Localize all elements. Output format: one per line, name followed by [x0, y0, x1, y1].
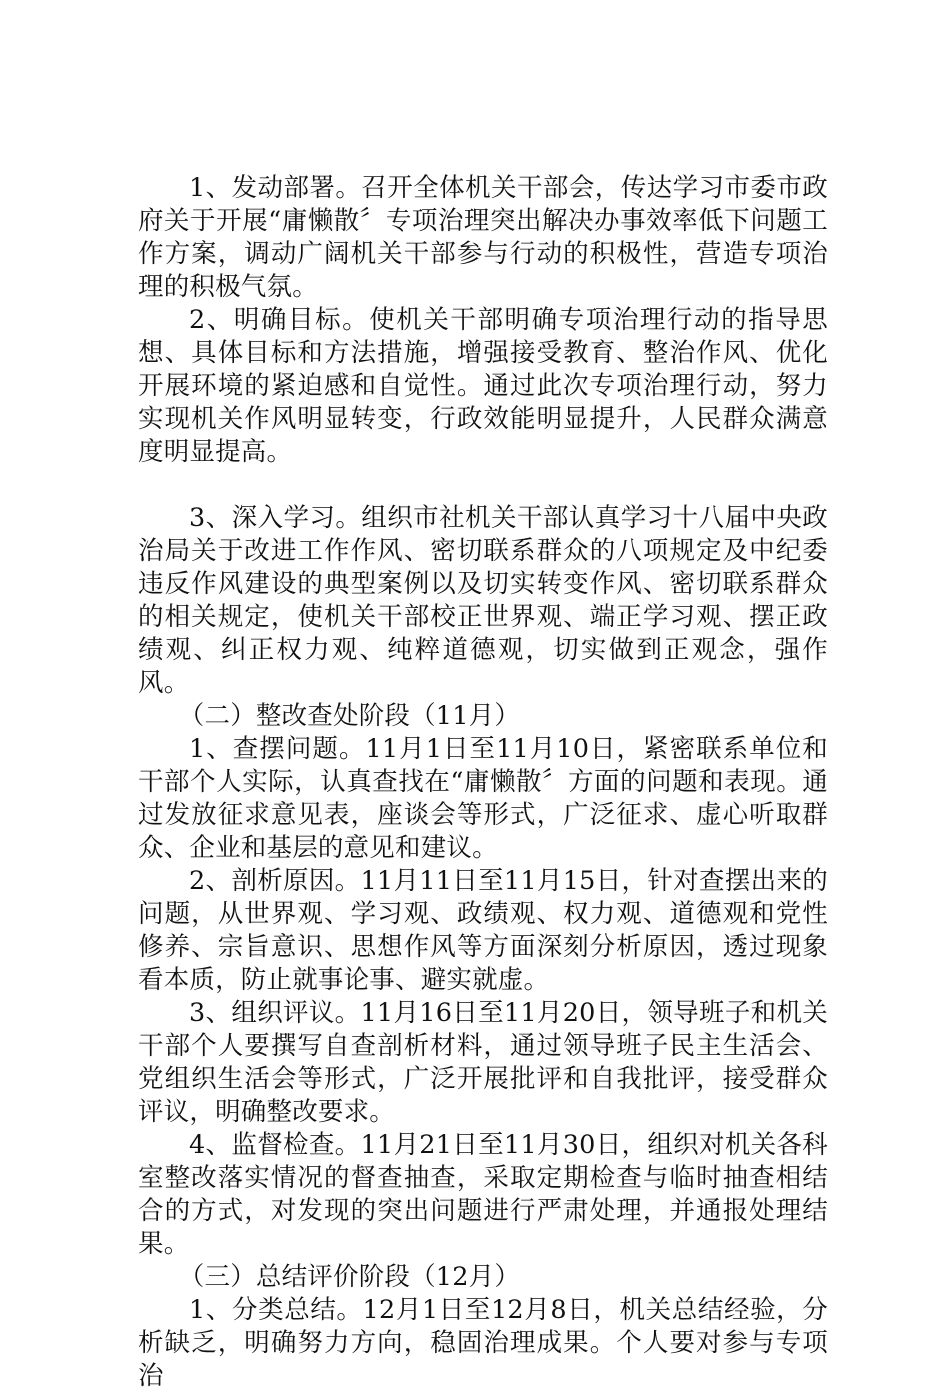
section-heading-summary: （三）总结评价阶段（12月）	[178, 1262, 521, 1292]
document-page	[138, 172, 828, 1393]
paragraph-find-problems: 1、查摆问题。11月1日至11月10日，紧密联系单位和干部个人实际，认真查找在“庸懒散〞方面的问题和表现。通过发放征求意见表，座谈会等形式，广泛征求、虚心听取群众、企业和基层的意见和建议。	[138, 734, 828, 863]
section-heading-rectification: （二）整改查处阶段（11月）	[178, 701, 521, 731]
paragraph-gap	[138, 469, 828, 502]
paragraph-supervision: 4、监督检查。11月21日至11月30日，组织对机关各科室整改落实情况的督查抽查，采取定期检查与临时抽查相结合的方式，对发现的突出问题进行严肃处理，并通报处理结果。	[138, 1130, 828, 1259]
paragraph-review: 3、组织评议。11月16日至11月20日，领导班子和机关干部个人要撰写自查剖析材料，通过领导班子民主生活会、党组织生活会等形式，广泛开展批评和自我批评，接受群众评议，明确整改要求。	[138, 998, 828, 1127]
paragraph-summarize: 1、分类总结。12月1日至12月8日，机关总结经验，分析缺乏，明确努力方向，稳固治理成果。个人要对参与专项治	[138, 1295, 828, 1391]
paragraph-study: 3、深入学习。组织市社机关干部认真学习十八届中央政治局关于改进工作作风、密切联系群众的八项规定及中纪委违反作风建设的典型案例以及切实转变作风、密切联系群众的相关规定，使机关干部校正世界观、端正学习观、摆正政绩观、纠正权力观、纯粹道德观，切实做到正观念，强作风。	[138, 503, 828, 698]
paragraph-goals: 2、明确目标。使机关干部明确专项治理行动的指导思想、具体目标和方法措施，增强接受教育、整治作风、优化开展环境的紧迫感和自觉性。通过此次专项治理行动，努力实现机关作风明显转变，行政效能明显提升，人民群众满意度明显提高。	[138, 305, 828, 467]
paragraph-mobilize: 1、发动部署。召开全体机关干部会，传达学习市委市政府关于开展“庸懒散〞专项治理突出解决办事效率低下问题工作方案，调动广阔机关干部参与行动的积极性，营造专项治理的积极气氛。	[138, 173, 828, 302]
paragraph-analyze-causes: 2、剖析原因。11月11日至11月15日，针对查摆出来的问题，从世界观、学习观、政绩观、权力观、道德观和党性修养、宗旨意识、思想作风等方面深刻分析原因，透过现象看本质，防止就事论事、避实就虚。	[138, 866, 828, 995]
